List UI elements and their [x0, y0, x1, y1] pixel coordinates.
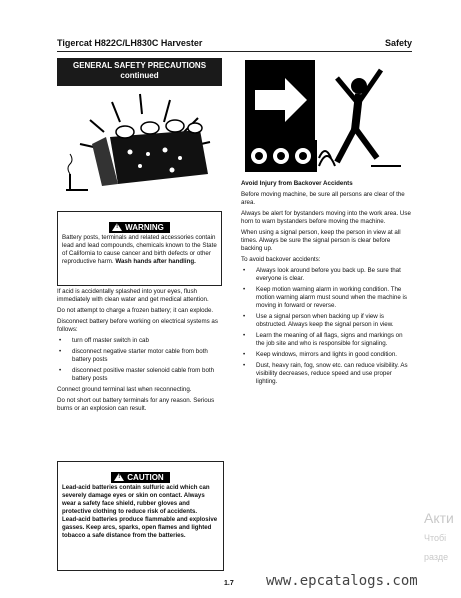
backover-hazard-icon	[241, 58, 406, 176]
list-item: • disconnect negative starter motor cable from both battery posts	[57, 348, 227, 364]
header-rule	[57, 51, 412, 52]
warning-signal-word: ! WARNING	[109, 222, 170, 233]
paragraph: Connect ground terminal last when reconnecting.	[57, 386, 192, 393]
watermark-text: Чтобі	[424, 533, 447, 543]
watermark-text: разде	[424, 552, 449, 562]
caution-box	[57, 461, 224, 571]
paragraph: Before moving machine, be sure all persons are clear of the area.	[241, 191, 405, 206]
banner-subtitle: continued	[120, 71, 159, 80]
warning-bold-text: Wash hands after handling.	[115, 258, 196, 265]
list-item: • turn off master switch in cab	[57, 337, 227, 345]
paragraph: Do not attempt to charge a frozen battery; it can explode.	[57, 307, 214, 314]
section-heading: Avoid Injury from Backover Accidents	[241, 180, 353, 187]
disconnect-steps-list	[57, 337, 227, 383]
list-item: • Dust, heavy rain, fog, snow etc. can reduce visibility. As visibility decreases, reduce speed and use proper lighting.	[241, 362, 411, 386]
caution-text: Lead-acid batteries produce flammable and explosive gasses. Keep arcs, sparks, open flames and lighted tobacco a safe distance from the batteries.	[62, 516, 218, 539]
list-item: • Keep windows, mirrors and lights in good condition.	[241, 351, 411, 359]
caution-text: Lead-acid batteries contain sulfuric acid which can severely damage eyes or skin on contact. Always wear a safety face shield, rubber gloves and protective clothing to reduce risk of accidents.	[62, 484, 210, 515]
warning-box	[57, 211, 222, 286]
paragraph: To avoid backover accidents:	[241, 256, 321, 263]
list-item: • Always look around before you back up. Be sure that everyone is clear.	[241, 267, 411, 283]
paragraph: Always be alert for bystanders moving into the work area. Use horn to warn bystanders before moving the machine.	[241, 210, 411, 225]
caution-triangle-icon: !	[114, 473, 124, 481]
document-title: Tigercat H822C/LH830C Harvester	[57, 38, 203, 48]
caution-signal-word: ! CAUTION	[111, 472, 169, 483]
warning-text: Battery posts, terminals and related accessories contain lead and lead compounds, chemicals known to the State of California to cause cancer and birth defects or other reproductive harm.	[62, 234, 217, 265]
list-item: • Keep motion warning alarm in working condition. The motion warning alarm must sound when the machine is moving in forward or reverse.	[241, 286, 411, 310]
page-number: 1.7	[224, 580, 234, 587]
left-column	[57, 288, 227, 416]
right-column	[241, 180, 411, 389]
section-title: Safety	[384, 38, 412, 48]
section-banner	[57, 58, 222, 86]
paragraph: Disconnect battery before working on electrical systems as follows:	[57, 318, 218, 333]
battery-explosion-icon	[60, 92, 225, 202]
list-item: • Use a signal person when backing up if view is obstructed. Always keep the signal person in view.	[241, 313, 411, 329]
watermark-text: Акти	[424, 510, 454, 526]
paragraph: Do not short out battery terminals for any reason. Serious burns or an explosion can result.	[57, 397, 215, 412]
warning-triangle-icon: !	[112, 223, 122, 231]
paragraph: If acid is accidentally splashed into your eyes, flush immediately with clean water and get medical attention.	[57, 288, 209, 303]
list-item: • Learn the meaning of all flags, signs and markings on the job site and who is responsible for signaling.	[241, 332, 411, 348]
site-watermark: www.epcatalogs.com	[266, 573, 418, 589]
paragraph: When using a signal person, keep the person in view at all times. Always be sure the signal person is clear before backing up.	[241, 229, 401, 252]
backover-tips-list	[241, 267, 411, 386]
list-item: • disconnect positive master solenoid cable from both battery posts	[57, 367, 227, 383]
banner-title: GENERAL SAFETY PRECAUTIONS	[72, 61, 207, 70]
